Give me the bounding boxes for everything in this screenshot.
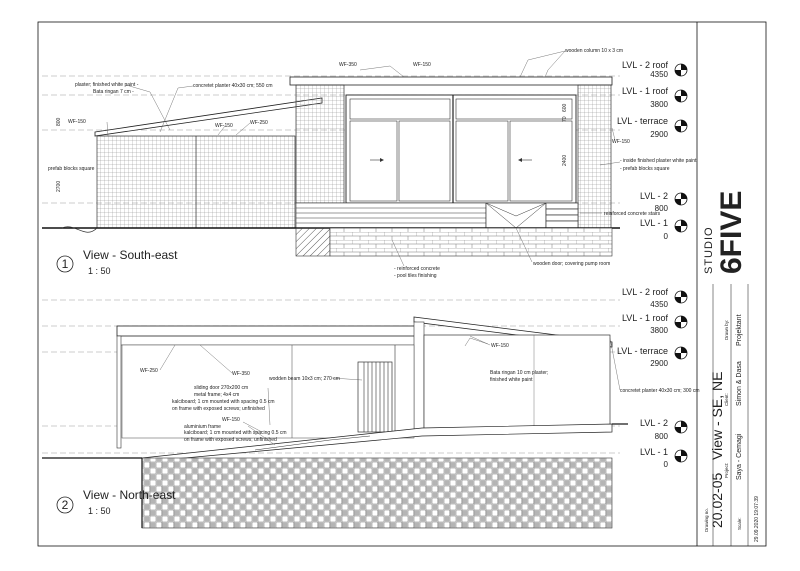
level-marker-v2-roof1	[622, 313, 687, 335]
note-bata-2: finished white paint	[490, 377, 533, 383]
note-sd-2: metal frame; 4x4 cm	[194, 392, 240, 398]
note-plaster-2: Bata ringan 7 cm -	[93, 89, 134, 95]
note-planter: concretet planter 40x30 cm; 300 cm	[620, 388, 700, 394]
note-prefab: prefab blocks square	[48, 166, 95, 172]
lvl-label: LVL - 1 roof	[621, 86, 668, 96]
terrace-wall	[296, 203, 486, 228]
note-wf150-left: WF-150	[68, 119, 86, 125]
level-marker-v2-roof2	[622, 287, 687, 309]
note-plaster-1: plaster; finished white paint -	[75, 82, 139, 88]
note-dim-2400: 2400	[562, 154, 568, 166]
note-stairs: reinforced concrete stairs	[604, 211, 661, 217]
lvl-value: 0	[663, 232, 668, 241]
studio-name: 6FIVE	[715, 190, 748, 274]
glass-facade	[346, 95, 576, 203]
note-al-1: aluminium frame	[184, 424, 221, 430]
lvl-value: 3800	[650, 326, 668, 335]
note-sd-1: sliding door 270x200 cm	[194, 385, 249, 391]
lvl-value: 4350	[650, 70, 668, 79]
foundation-hatch	[296, 228, 330, 256]
note-dim-70: 70	[562, 116, 568, 122]
note-beam: wodden beam 10x3 cm; 270 cm	[269, 376, 340, 382]
lvl-value: 0	[663, 460, 668, 469]
foundation-blocks	[142, 458, 612, 528]
lvl-label: LVL - 2	[639, 191, 668, 201]
view-2-title: View - North-east	[83, 488, 176, 502]
drawing-title: View - SE, NE	[709, 371, 725, 460]
note-al-3: on frame with exposed screws; unfinished	[184, 437, 277, 443]
view-1-title: View - South-east	[83, 248, 178, 262]
studio-label: STUDIO	[703, 226, 715, 274]
note-wf250: WF-250	[140, 368, 158, 374]
client-label: Client:	[724, 393, 729, 406]
lvl-label: LVL - 1	[639, 447, 668, 457]
project-value: Saya - Cemagi	[736, 433, 743, 480]
lvl-value: 2900	[650, 130, 668, 139]
lvl-label: LVL - 2	[639, 418, 668, 428]
note-wf250: WF-250	[250, 120, 268, 126]
planter-wall	[424, 335, 610, 432]
sloped-roof	[95, 98, 322, 136]
lvl-label: LVL - 2 roof	[621, 287, 668, 297]
level-marker-v1-lvl1	[640, 218, 687, 241]
lvl-value: 4350	[650, 300, 668, 309]
lvl-label: LVL - 2 roof	[621, 60, 668, 70]
view-2-scale: 1 : 50	[88, 506, 111, 516]
note-rc-2: - pool tiles finishing	[394, 273, 437, 279]
level-marker-v2-lvl1	[640, 447, 687, 469]
wall-edge	[414, 322, 424, 432]
drawn-by-value: Projektant	[736, 314, 743, 346]
view-1-number: 1	[61, 257, 69, 271]
note-dim-600: 600	[562, 103, 568, 112]
prefab-wall-mid	[296, 85, 344, 203]
note-wooden-door: wooden door; covering pump room	[533, 261, 611, 267]
note-wf150-mid: WF-150	[215, 123, 233, 129]
level-marker-v2-lvl2	[640, 418, 687, 441]
level-marker-v1-terrace	[617, 116, 687, 139]
view-south-east	[42, 48, 697, 279]
note-wf150-right: WF-150	[612, 139, 630, 145]
level-marker-v1-roof1	[622, 86, 687, 109]
lvl-label: LVL - 1 roof	[621, 313, 668, 323]
note-sd-3: kalciboard; 1 cm mounted with spacing 0.5 cm	[172, 399, 275, 405]
client-value: Simon & Dasa	[736, 361, 743, 406]
note-prefab-right: - prefab blocks square	[620, 166, 670, 172]
note-planter: concretet planter 40x30 cm; 550 cm	[193, 83, 273, 89]
note-wf150-low: WF-150	[222, 417, 240, 423]
lvl-label: LVL - terrace	[616, 116, 668, 126]
lvl-value: 800	[654, 432, 668, 441]
title-block	[703, 191, 760, 542]
scale-label: Scale:	[737, 517, 742, 530]
column-left	[117, 336, 121, 448]
print-date: 29.09.2020 19:07:39	[754, 496, 760, 542]
note-wf150-top: WF-150	[413, 62, 431, 68]
prefab-wall-right	[578, 85, 611, 228]
lvl-label: LVL - 1	[639, 218, 668, 228]
level-marker-v2-terrace	[617, 346, 687, 368]
drawing-number: 20.02-05	[709, 472, 725, 528]
concrete-stairs	[546, 203, 578, 228]
note-inside-plaster: - inside finished plaster white paint	[620, 158, 697, 164]
lvl-value: 2900	[650, 359, 668, 368]
note-rc-1: - reinforced concrete	[394, 266, 440, 272]
view-1-scale: 1 : 50	[88, 266, 111, 276]
view-2-number: 2	[61, 498, 69, 512]
note-wf350: WF-350	[339, 62, 357, 68]
note-dim-800: 800	[56, 117, 62, 126]
level-marker-v1-roof2	[622, 60, 687, 79]
note-wooden-column: wooden column 10 x 3 cm	[565, 48, 624, 54]
roof-slab	[290, 77, 612, 85]
pool-wall	[330, 228, 612, 256]
note-sd-4: on frame with exposed screws; unfinished	[172, 406, 265, 412]
note-wf350: WF-350	[232, 371, 250, 377]
view-north-east	[42, 287, 700, 528]
lvl-value: 3800	[650, 100, 668, 109]
note-dim-2700: 2700	[56, 180, 62, 192]
note-al-2: kalciboard; 1 cm mounted with spacing 0.5 cm	[184, 430, 287, 436]
lvl-label: LVL - terrace	[616, 346, 668, 356]
lvl-value: 800	[654, 204, 668, 213]
note-bata-1: Bata ringan 10 cm plaster;	[490, 370, 549, 376]
project-label: Project:	[724, 462, 729, 478]
level-marker-v1-lvl2	[640, 191, 687, 213]
flat-roof	[117, 326, 422, 336]
drawn-by-label: Drawn by:	[724, 319, 729, 340]
drawing-no-label: Drawing no.	[704, 507, 709, 532]
note-wf150-top: WF-150	[491, 343, 509, 349]
